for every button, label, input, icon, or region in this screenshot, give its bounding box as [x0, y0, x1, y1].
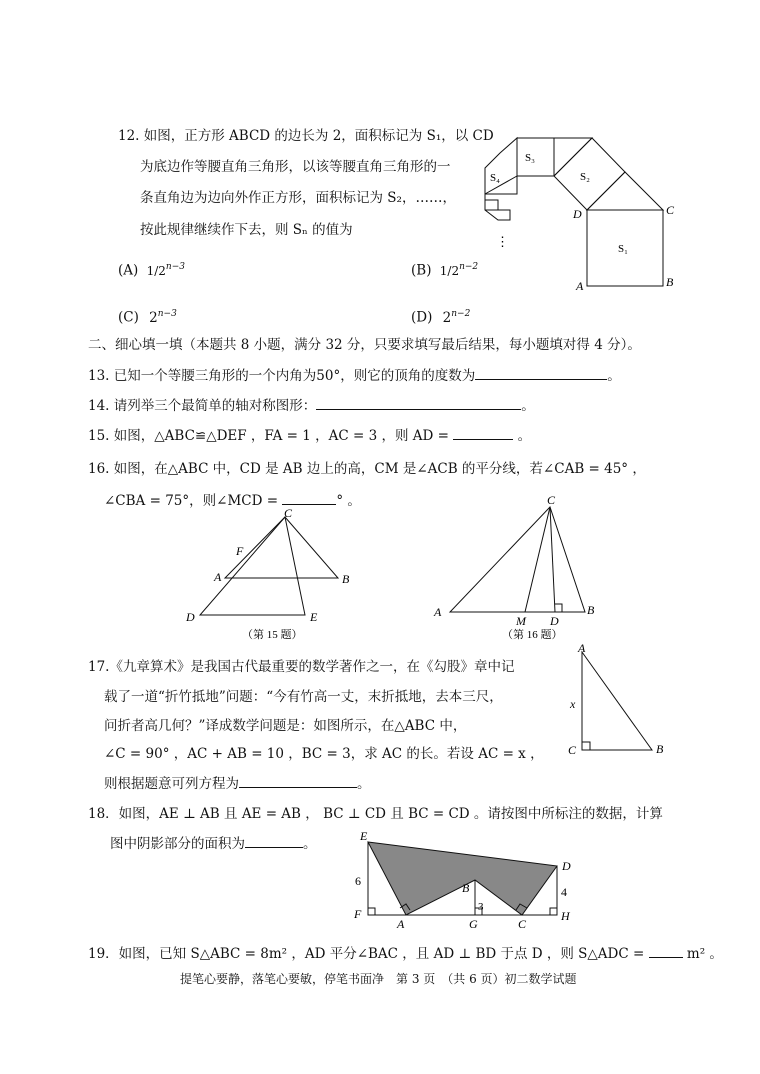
q17-end: 。	[357, 776, 371, 792]
label-a: A	[576, 279, 584, 293]
q19	[88, 946, 723, 962]
option-base: 1/2	[146, 263, 166, 278]
q12-option-c	[118, 309, 177, 326]
q14	[88, 398, 535, 414]
height-cd	[550, 507, 555, 612]
q18-label-d: D	[562, 859, 571, 873]
q17-figure	[560, 640, 675, 760]
fig16-label-b: B	[587, 603, 595, 617]
shaded-region	[368, 842, 557, 915]
label-s3: S₃	[525, 152, 535, 164]
option-base: 2	[442, 309, 452, 326]
q18-label-3: 3	[478, 901, 484, 913]
section-note: （本题共 8 小题，满分 32 分，只要求填写最后结果，每小题填对得 4 分）。	[182, 337, 641, 353]
q15-answer-blank[interactable]	[453, 439, 513, 440]
q19-text: 19．如图，已知 S△ABC = 8m² ，AD 平分∠BAC ，且 AD ⊥ BD 于点 D ，则 S△ADC =	[88, 946, 645, 962]
q18-answer-blank[interactable]	[245, 847, 303, 848]
fig15-label-a: A	[214, 570, 222, 584]
q12-line3: 条直角边为边向外作正方形，面积标记为 S₂，……，	[140, 190, 456, 206]
q18-line1: 18．如图，AE ⊥ AB 且 AE = AB ， BC ⊥ CD 且 BC = CD 。请按图中所标注的数据，计算	[88, 806, 663, 822]
q16-line1: 16. 如图，在△ABC 中，CD 是 AB 边上的高，CM 是∠ACB 的平分线，若∠CAB = 45° ，	[88, 461, 646, 477]
q12-option-d	[411, 309, 470, 326]
q17-line2: 载了一道“折竹抵地”问题：“今有竹高一丈，末折抵地，去本三尺，	[104, 689, 503, 705]
option-label: (A)	[118, 262, 139, 279]
q18-label-b: B	[462, 881, 470, 895]
q18-label-a: A	[397, 917, 405, 931]
q17-line5-wrap	[104, 776, 371, 792]
section-prefix: 二、	[88, 337, 115, 353]
label-d: D	[573, 207, 582, 221]
q12-option-b	[411, 262, 478, 279]
option-label: (C)	[118, 309, 139, 326]
q12-line4: 按此规律继续作下去，则 Sₙ 的值为	[140, 222, 353, 238]
fig15-label-b: B	[342, 572, 350, 586]
option-label: (B)	[411, 262, 432, 279]
q18-label-g: G	[469, 917, 478, 931]
q18-label-f: F	[354, 907, 362, 921]
label-b: B	[666, 275, 674, 289]
q15-text: 15. 如图，△ABC≌△DEF ，FA = 1 ，AC = 3 ，则 AD =	[88, 428, 449, 444]
q17-line4: ∠C = 90° ，AC + AB = 10 ，BC = 3，求 AC 的长。若设 AC = x ，	[104, 746, 544, 762]
q13-text: 13. 已知一个等腰三角形的一个内角为50°，则它的顶角的度数为	[88, 368, 476, 384]
q18-label-4: 4	[561, 885, 567, 899]
fig16-label-a: A	[434, 605, 442, 619]
triangle-def	[200, 517, 305, 615]
section-2-heading	[88, 337, 641, 353]
q13	[88, 368, 621, 384]
q12-option-a	[118, 262, 185, 279]
q12-line1: 12. 如图，正方形 ABCD 的边长为 2，面积标记为 S₁，以 CD	[118, 128, 494, 144]
q14-answer-blank[interactable]	[316, 409, 521, 410]
q17-line3: 问折者高几何？”译成数学问题是：如图所示，在△ABC 中，	[104, 718, 467, 734]
q12-line2: 为底边作等腰直角三角形，以该等腰直角三角形的一	[140, 159, 451, 175]
option-exponent: n−3	[165, 262, 185, 272]
option-base: 2	[149, 309, 158, 326]
q14-end: 。	[521, 398, 535, 414]
q17-label-c: C	[568, 743, 577, 757]
q14-text: 14. 请列举三个最简单的轴对称图形：	[88, 398, 317, 414]
q17-label-a: A	[578, 641, 586, 655]
label-c: C	[666, 203, 675, 217]
q12-figure	[470, 128, 680, 293]
section-title: 细心填一填	[115, 337, 183, 353]
q18-line2: 图中阴影部分的面积为	[110, 836, 245, 852]
option-base: 1/2	[439, 263, 460, 278]
fig15-label-c: C	[284, 506, 293, 520]
option-label: (D)	[411, 309, 433, 326]
fig16-label-c: C	[547, 493, 556, 507]
q18-end: 。	[303, 836, 317, 852]
q16-line2: ∠CBA = 75°，则∠MCD =	[104, 493, 279, 509]
q17-answer-blank[interactable]	[239, 787, 357, 788]
label-s1: S₁	[618, 243, 628, 255]
fig15	[180, 505, 360, 645]
option-exponent: n−2	[451, 309, 471, 319]
q19-answer-blank[interactable]	[649, 957, 683, 958]
fig16-caption: （第 16 题）	[502, 629, 563, 641]
q17-line5: 则根据题意可列方程为	[104, 776, 239, 792]
page-footer: 提笔心要静，落笔心要敏，停笔书面净 第 3 页 （共 6 页）初二数学试题	[180, 972, 577, 986]
square-s2	[587, 172, 663, 210]
fig16-label-m: M	[516, 614, 526, 628]
q17-label-b: B	[656, 742, 664, 756]
q18-label-h: H	[561, 909, 570, 923]
square-s4	[485, 138, 517, 194]
q17-label-x: x	[570, 697, 576, 711]
q15	[88, 428, 531, 444]
q18-figure	[350, 828, 585, 933]
fig16	[430, 490, 610, 645]
label-s2: S₂	[580, 171, 590, 183]
fig15-label-e: E	[310, 610, 318, 624]
q15-end: 。	[517, 428, 532, 444]
q18-line2-wrap	[110, 836, 317, 852]
q13-answer-blank[interactable]	[475, 379, 607, 380]
fig16-label-d: D	[550, 614, 559, 628]
option-exponent: n−2	[459, 262, 479, 272]
bisector-cm	[525, 507, 550, 612]
q18-label-6: 6	[355, 874, 361, 888]
q16-end: ° 。	[336, 493, 361, 509]
q17-line1: 17.《九章算术》是我国古代最重要的数学著作之一，在《勾股》章中记	[88, 659, 515, 675]
fig15-label-d: D	[186, 610, 195, 624]
fig15-caption: （第 15 题）	[242, 629, 303, 641]
label-dots: ⋮	[496, 234, 509, 249]
fig15-label-f: F	[236, 544, 244, 558]
q13-end: 。	[607, 368, 621, 384]
q19-end: m² 。	[686, 946, 723, 962]
triangle-acb	[450, 507, 585, 612]
option-exponent: n−3	[157, 309, 177, 319]
q18-label-c: C	[518, 917, 527, 931]
q18-label-e: E	[360, 829, 368, 843]
label-s4: S₄	[490, 172, 500, 184]
